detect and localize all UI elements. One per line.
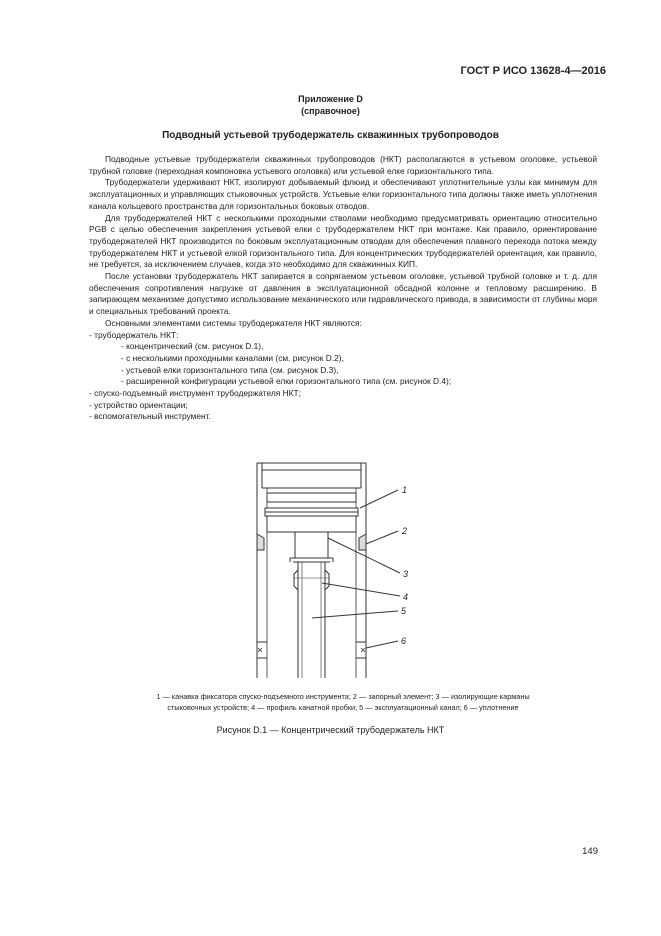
callout-2: 2	[402, 526, 408, 536]
list-item: - спуско-подъемный инструмент трубодержателя НКТ;	[89, 388, 301, 399]
list-item: - с несколькими проходными каналами (см. рисунок D.2),	[121, 352, 344, 363]
callout-3: 3	[403, 569, 409, 579]
paragraph: Подводные устьевые трубодержатели скважинных трубопроводов (НКТ) располагаются в устьевом оголовке, устьевой трубной головке (переходная компоновка устьевого оголовка) или устьевой елке горизонтального типа.	[89, 154, 597, 176]
body-text	[89, 154, 597, 423]
figure-legend	[89, 692, 597, 713]
legend-line: стыковочных устройств; 4 — профиль канатной пробки; 5 — эксплуатационный канал; 6 — уплотнение	[167, 702, 519, 712]
annex-subtitle: (справочное)	[301, 106, 360, 116]
list-item: - концентрический (см. рисунок D.1),	[121, 341, 264, 352]
standard-header: ГОСТ Р ИСО 13628-4—2016	[460, 65, 606, 77]
paragraph: После установки трубодержатель НКТ запирается в сопрягаемом устьевом оголовке, устьевой трубной головке и т. д. для обеспечения сопротивления нагрузке от давления в эксплуатационной обсадной колонне и тепловому расширению. В запирающем механизме допустимо использование механического или гидравлического привода, в зависимости от глубины моря и специальных требований проекта.	[89, 271, 597, 317]
paragraph: Основными элементами системы трубодержателя НКТ являются:	[105, 317, 362, 328]
figure-caption: Рисунок D.1 — Концентрический трубодержатель НКТ	[216, 725, 445, 735]
page-number: 149	[582, 846, 598, 857]
list-item: - расширенной конфигурации устьевой елки горизонтального типа (см. рисунок D.4);	[121, 376, 452, 387]
list-item: - устьевой елки горизонтального типа (см. рисунок D.3),	[121, 364, 339, 375]
paragraph: Для трубодержателей НКТ с несколькими проходными стволами необходимо предусматривать ориентацию относительно PGB с целью обеспечения закрепления устьевой елки с трубодержателем НКТ при монтаже. Как правило, ориентирование трубодержателей НКТ производится по боковым эксплуатационным отводам для обеспечения плавного перехода потока между трубодержателем НКТ и устьевой елкой горизонтального типа. Для концентрических трубодержателей ориентация, как правило, не требуется, за исключением случаев, когда это необходимо для скважинных КИП.	[89, 212, 597, 270]
callout-4: 4	[403, 592, 409, 602]
annex-title: Приложение D	[298, 94, 363, 104]
list-item: - вспомогательный инструмент.	[89, 411, 211, 422]
list-item: - трубодержатель НКТ:	[89, 329, 179, 340]
tubing-hanger-drawing	[0, 458, 661, 688]
legend-line: 1 — канавка фиксатора спуско-подъемного инструмента; 2 — запорный элемент; 3 — изолирующие карманы	[156, 692, 530, 701]
paragraph: Трубодержатели удерживают НКТ, изолируют добываемый флюид и обеспечивают уплотнительные узлы как минимум для эксплуатационных и управляющих стыковочных устройств. Устьевые елки горизонтального типа должны также иметь уплотнения канала кольцевого пространства для горизонтальных боковых отводов.	[89, 177, 597, 211]
callout-5: 5	[401, 606, 407, 616]
callout-6: 6	[401, 636, 407, 646]
section-title: Подводный устьевой трубодержатель скважинных трубопроводов	[162, 130, 499, 141]
callout-1: 1	[402, 485, 408, 495]
list-item: - устройство ориентации;	[89, 399, 188, 410]
